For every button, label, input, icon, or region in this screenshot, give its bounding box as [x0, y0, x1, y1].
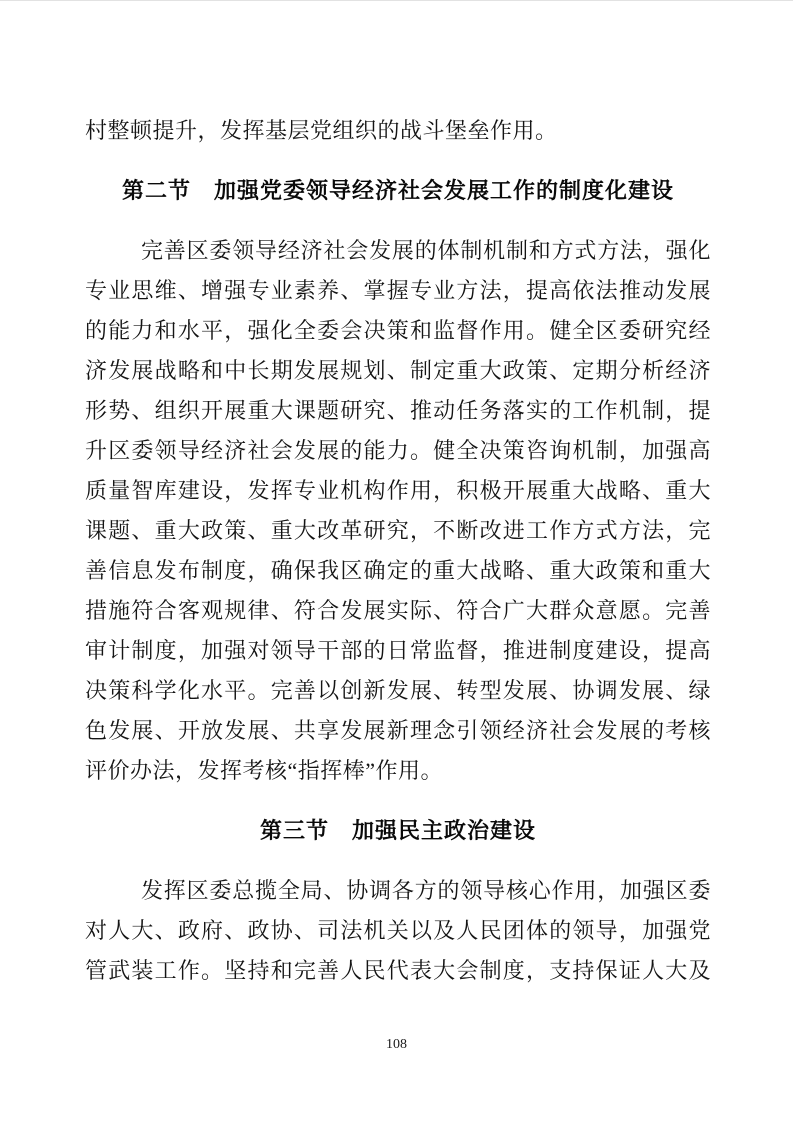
text-line: 审计制度，加强对领导干部的日常监督，推进制度建设，提高 [85, 638, 711, 663]
text-line: 善信息发布制度，确保我区确定的重大战略、重大政策和重大 [85, 558, 711, 583]
text-line: 完善区委领导经济社会发展的体制机制和方式方法，强化 [141, 238, 711, 263]
text-line: 色发展、开放发展、共享发展新理念引领经济社会发展的考核 [85, 718, 711, 743]
section-2-heading: 第二节 加强党委领导经济社会发展工作的制度化建设 [121, 178, 674, 203]
section-2-paragraph [85, 231, 711, 791]
text-line: 课题、重大政策、重大改革研究，不断改进工作方式方法，完 [85, 518, 711, 543]
text-line: 措施符合客观规律、符合发展实际、符合广大群众意愿。完善 [85, 598, 711, 623]
text-line: 质量智库建设，发挥专业机构作用，积极开展重大战略、重大 [85, 478, 711, 503]
text-line: 的能力和水平，强化全委会决策和监督作用。健全区委研究经 [85, 318, 711, 343]
page-number: 108 [386, 1037, 407, 1052]
text-line: 评价办法，发挥考核“指挥棒”作用。 [85, 758, 444, 783]
text-line: 对人大、政府、政协、司法机关以及人民团体的领导，加强党 [85, 918, 711, 943]
text-line: 济发展战略和中长期发展规划、制定重大政策、定期分析经济 [85, 358, 711, 383]
text-line: 决策科学化水平。完善以创新发展、转型发展、协调发展、绿 [85, 678, 711, 703]
text-line: 发挥区委总揽全局、协调各方的领导核心作用，加强区委 [141, 878, 711, 903]
page-content [85, 111, 711, 991]
text-line: 升区委领导经济社会发展的能力。健全决策咨询机制，加强高 [85, 438, 711, 463]
paragraph-continuation-line: 村整顿提升，发挥基层党组织的战斗堡垒作用。 [85, 118, 558, 143]
text-line: 专业思维、增强专业素养、掌握专业方法，提高依法推动发展 [85, 278, 711, 303]
text-line: 管武装工作。坚持和完善人民代表大会制度，支持保证人大及 [85, 958, 711, 983]
section-3-paragraph [85, 871, 711, 991]
section-3-heading: 第三节 加强民主政治建设 [259, 818, 536, 843]
text-line: 形势、组织开展重大课题研究、推动任务落实的工作机制，提 [85, 398, 711, 423]
